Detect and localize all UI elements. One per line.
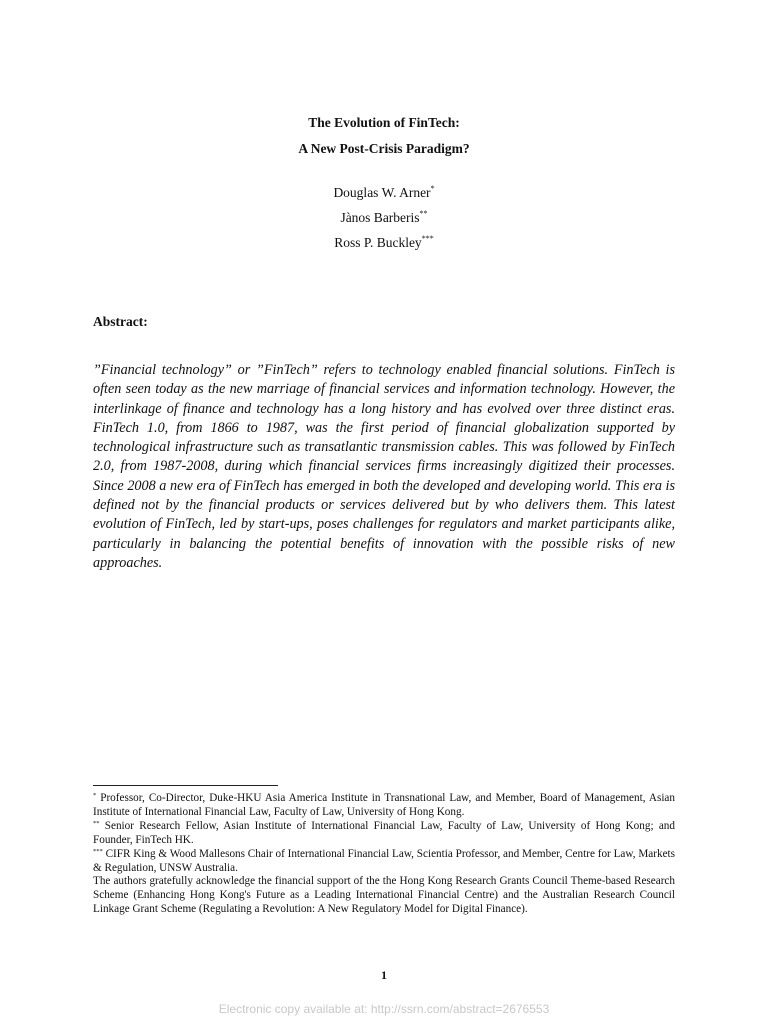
footnote-text: Senior Research Fellow, Asian Institute of International Financial Law, Faculty of Law, University of Hong Kong; and Founder, FinTech HK. <box>93 819 675 846</box>
footnote <box>93 792 675 820</box>
footnote-text: CIFR King & Wood Mallesons Chair of International Financial Law, Scientia Professor, and Member, Centre for Law, Markets & Regulation, UNSW Australia. <box>93 847 675 874</box>
footnote-mark: ** <box>93 819 100 827</box>
paper-title <box>0 110 768 162</box>
acknowledgement: The authors gratefully acknowledge the financial support of the the Hong Kong Research Grants Council Theme-based Research Scheme (Enhancing Hong Kong's Future as a Leading International Financial Centre) and the Australian Research Council Linkage Grant Scheme (Regulating a Revolution: A New Regulatory Model for Digital Finance). <box>93 875 675 916</box>
abstract-text: ”Financial technology” or ”FinTech” refers to technology enabled financial solutions. FinTech is often seen today as the new marriage of financial services and information technology. However, the interlinkage of finance and technology has a long history and has evolved over three distinct eras. FinTech 1.0, from 1866 to 1987, was the first period of financial globalization supported by technological infrastructure such as transatlantic transmission cables. This was followed by FinTech 2.0, from 1987-2008, during which financial services firms increasingly digitized their processes. Since 2008 a new era of FinTech has emerged in both the developed and developing world. This era is defined not by the financial products or services delivered but by who delivers them. This latest evolution of FinTech, led by start-ups, poses challenges for regulators and market participants alike, particularly in balancing the potential benefits of innovation with the possible risks of new approaches. <box>93 362 675 571</box>
author <box>0 180 768 205</box>
footnote-divider <box>93 785 278 786</box>
title-line-2: A New Post-Crisis Paradigm? <box>298 141 470 156</box>
footnote-mark: * <box>93 792 97 799</box>
footnote-mark: *** <box>93 847 103 855</box>
author <box>0 230 768 255</box>
author-list <box>0 180 768 255</box>
footnote-text: Professor, Co-Director, Duke-HKU Asia America Institute in Transnational Law, and Member, Board of Management, Asian Institute of International Financial Law, Faculty of Law, University of Hong Kong. <box>93 792 675 818</box>
abstract-heading: Abstract: <box>93 314 148 329</box>
footnote-mark: *** <box>421 234 434 243</box>
author-name: Ross P. Buckley <box>334 235 422 250</box>
ssrn-notice: Electronic copy available at: http://ssrn.com/abstract=2676553 <box>218 1002 550 1016</box>
footnote-mark: * <box>430 184 435 193</box>
author <box>0 205 768 230</box>
author-name: Douglas W. Arner <box>333 185 431 200</box>
author-name: Jànos Barberis <box>340 210 420 225</box>
footnote <box>93 848 675 876</box>
footnote-mark: ** <box>419 209 428 218</box>
footnotes <box>93 792 675 917</box>
title-line-1: The Evolution of FinTech: <box>308 115 460 130</box>
footnote <box>93 820 675 848</box>
page-number: 1 <box>381 968 387 982</box>
